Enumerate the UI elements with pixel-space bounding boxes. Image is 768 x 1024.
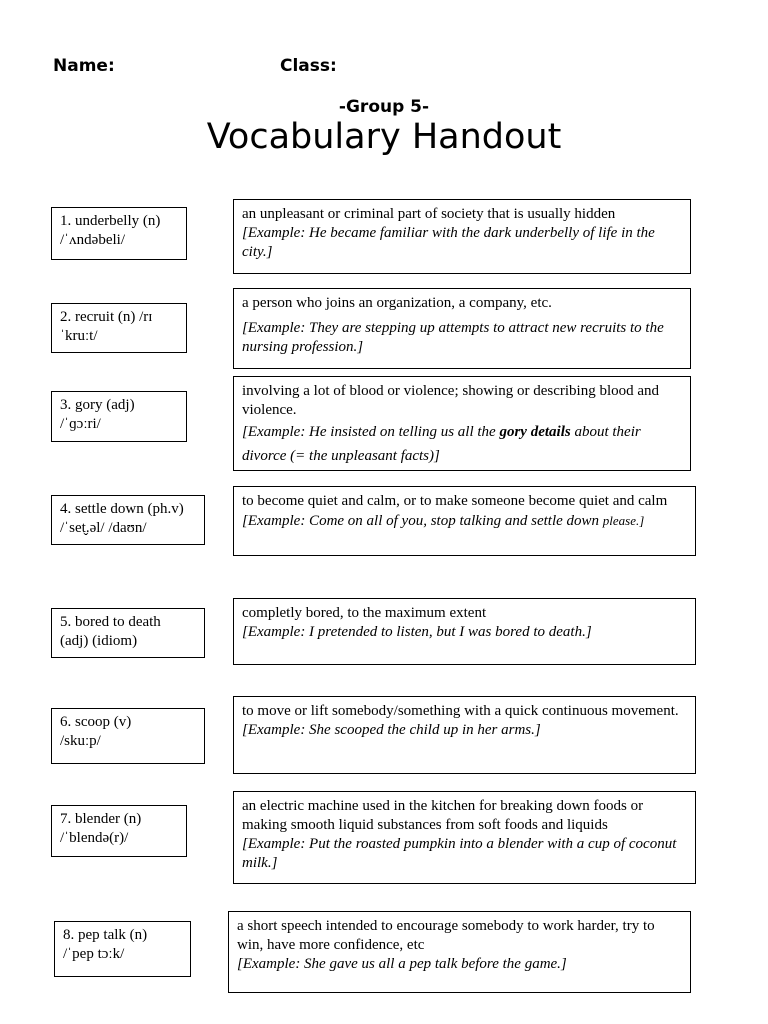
example-text: [Example: She scooped the child up in her arms.] [242, 722, 541, 738]
term-word: 5. bored to death [60, 614, 161, 630]
term-word: 4. settle down (ph.v) [60, 501, 184, 517]
definition-text: completly bored, to the maximum extent [242, 605, 487, 621]
definition-text: a short speech intended to encourage somebody to work harder, try to win, have more confidence, etc [237, 918, 655, 953]
term-box [51, 608, 205, 658]
term-word: 7. blender (n) [60, 811, 142, 827]
definition-text: an unpleasant or criminal part of society that is usually hidden [242, 206, 616, 222]
example-text: [Example: Put the roasted pumpkin into a blender with a cup of coconut milk.] [242, 836, 677, 871]
term-word: 6. scoop (v) [60, 714, 132, 730]
definition-box [233, 486, 696, 556]
definition-text: involving a lot of blood or violence; showing or describing blood and violence. [242, 383, 660, 418]
term-box [54, 921, 191, 977]
term-word: 3. gory (adj) [60, 397, 135, 413]
group-heading: -Group 5- [338, 97, 430, 117]
example-emphasis: gory details [499, 424, 571, 440]
term-pronunciation: /skuːp/ [60, 733, 101, 749]
definition-box [228, 911, 691, 993]
definition-box [233, 598, 696, 665]
term-pronunciation: /ˈpep tɔːk/ [63, 946, 125, 962]
term-box [51, 805, 187, 857]
term-pronunciation: ˈkruːt/ [60, 328, 98, 344]
page-title: Vocabulary Handout [206, 117, 562, 157]
term-pronunciation: (adj) (idiom) [60, 633, 138, 649]
example-text: [Example: She gave us all a pep talk before the game.] [237, 956, 567, 972]
definition-text: to become quiet and calm, or to make someone become quiet and calm [242, 493, 668, 509]
definition-box [233, 199, 691, 274]
term-pronunciation: /ˈset̬.əl/ /daʊn/ [60, 520, 147, 536]
term-pronunciation: /ˈɡɔːri/ [60, 416, 101, 432]
definition-box [233, 376, 691, 471]
term-pronunciation: /ˈblendə(r)/ [60, 830, 129, 846]
term-box [51, 303, 187, 353]
example-text: [Example: Come on all of you, stop talking and settle down please.] [242, 513, 645, 529]
definition-text: to move or lift somebody/something with a quick continuous movement. [242, 703, 679, 719]
example-text: [Example: They are stepping up attempts to attract new recruits to the nursing profession.] [242, 320, 664, 355]
term-box [51, 495, 205, 545]
definition-box [233, 696, 696, 774]
definition-text: a person who joins an organization, a company, etc. [242, 295, 552, 311]
term-box [51, 207, 187, 260]
name-label: Name: [53, 56, 115, 76]
example-text: [Example: He became familiar with the dark underbelly of life in the city.] [242, 225, 655, 260]
definition-text: an electric machine used in the kitchen for breaking down foods or making smooth liquid substances from soft foods and liquids [242, 798, 644, 833]
definition-box [233, 791, 696, 884]
term-pronunciation: /ˈʌndəbeli/ [60, 232, 125, 248]
term-box [51, 391, 187, 442]
term-word: 1. underbelly (n) [60, 213, 161, 229]
example-text: [Example: He insisted on telling us all the gory details about their divorce (= the unpleasant facts)] [242, 424, 641, 464]
term-box [51, 708, 205, 764]
definition-box [233, 288, 691, 369]
term-word: 2. recruit (n) /rɪ [60, 309, 153, 325]
class-label: Class: [280, 56, 337, 76]
example-text: [Example: I pretended to listen, but I was bored to death.] [242, 624, 592, 640]
term-word: 8. pep talk (n) [63, 927, 148, 943]
